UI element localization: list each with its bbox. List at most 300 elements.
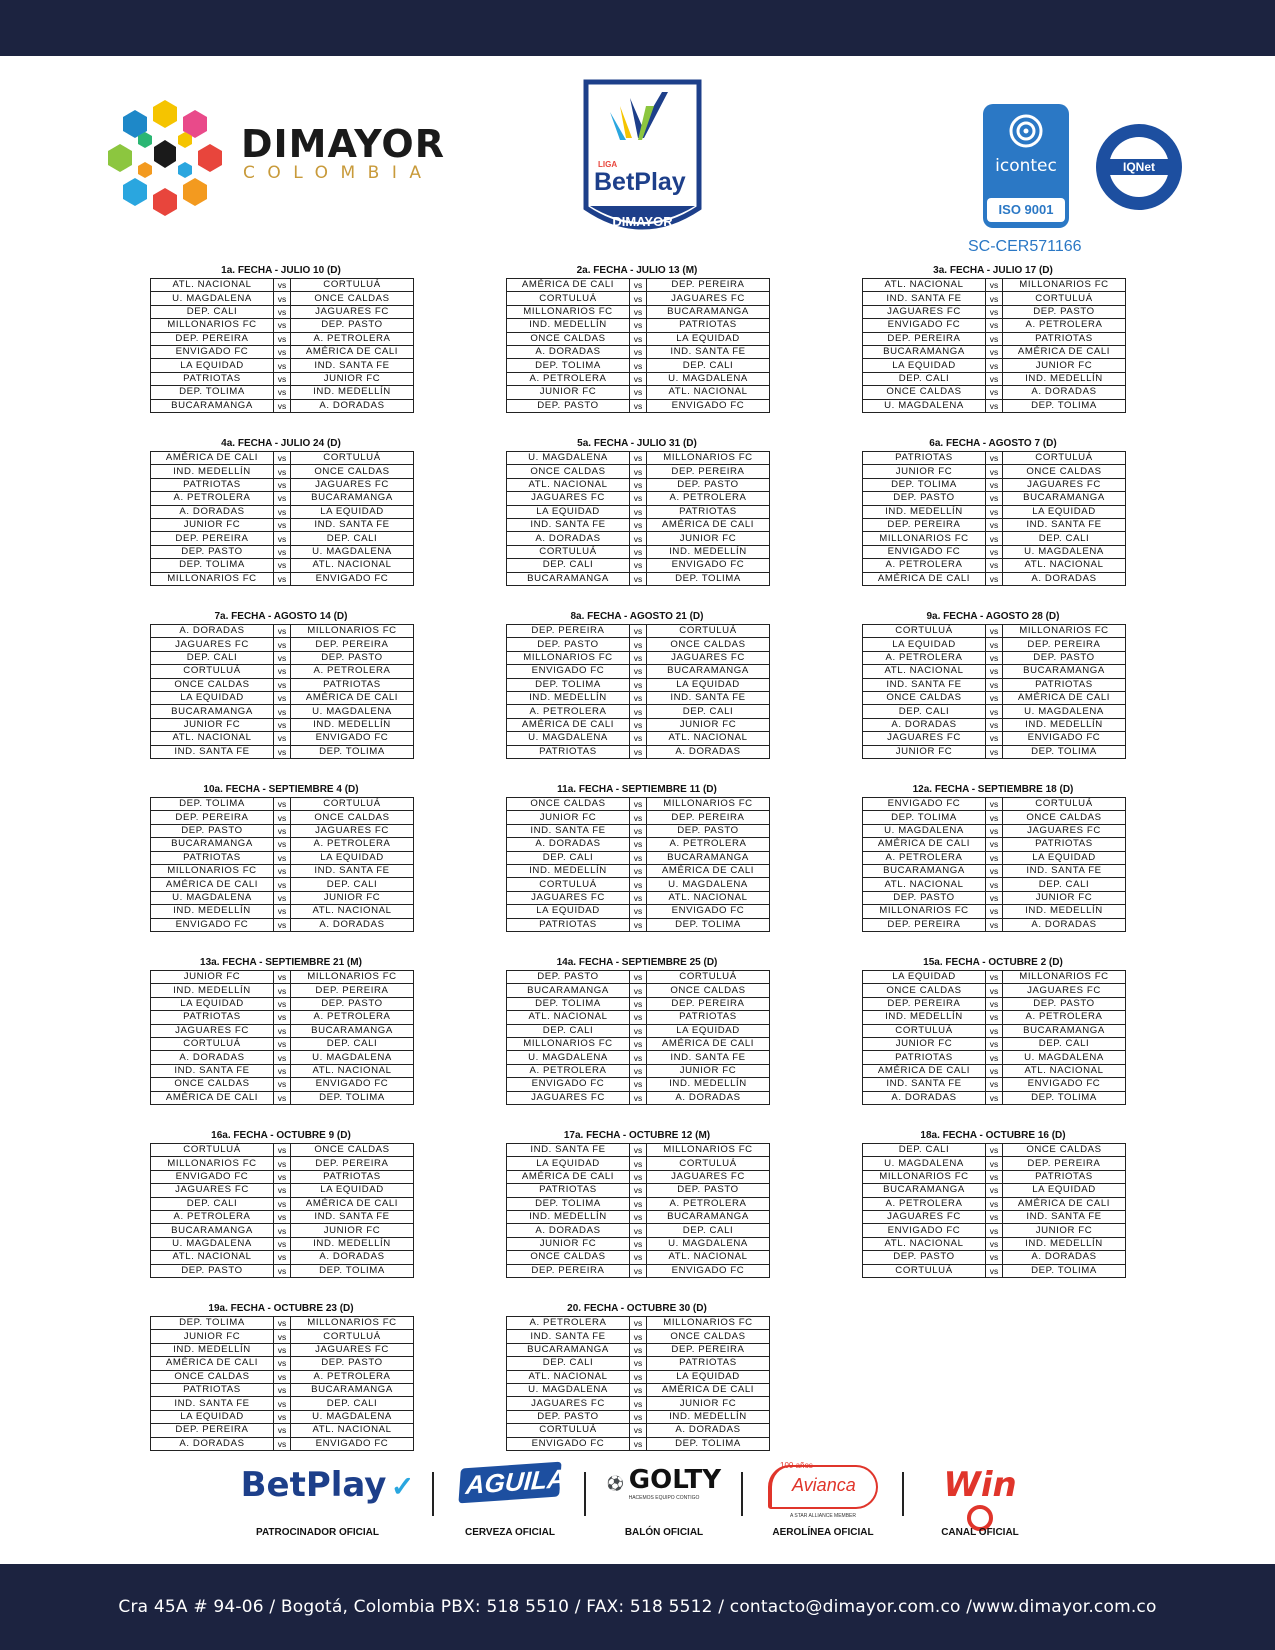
home-team: U. MAGDALENA <box>507 1051 630 1064</box>
away-team: IND. MEDELLÍN <box>291 386 414 399</box>
home-team: IND. MEDELLÍN <box>507 1210 630 1223</box>
match-row <box>863 452 1126 465</box>
match-row <box>151 452 414 465</box>
liga-betplay-logo <box>580 78 705 246</box>
liga-small-label: LIGA <box>598 160 618 169</box>
match-row <box>863 1210 1126 1223</box>
away-team: IND. SANTA FE <box>291 1210 414 1223</box>
away-team: DEP. PASTO <box>1003 305 1126 318</box>
match-row <box>151 1091 414 1104</box>
home-team: AMÉRICA DE CALI <box>507 1170 630 1183</box>
sponsor-win <box>930 1465 1030 1531</box>
match-row <box>863 1264 1126 1277</box>
fixture-table <box>150 797 414 932</box>
match-row <box>507 545 770 558</box>
match-row <box>151 492 414 505</box>
home-team: CORTULUÁ <box>507 1424 630 1437</box>
fixture-table <box>150 1316 414 1451</box>
away-team: ONCE CALDAS <box>647 638 770 651</box>
away-team: DEP. PEREIRA <box>647 465 770 478</box>
match-row <box>151 864 414 877</box>
home-team: ATL. NACIONAL <box>863 665 986 678</box>
match-row <box>863 918 1126 931</box>
vs-label: vs <box>274 292 291 305</box>
away-team: BUCARAMANGA <box>291 492 414 505</box>
away-team: DEP. TOLIMA <box>647 918 770 931</box>
vs-label: vs <box>986 838 1003 851</box>
away-team: BUCARAMANGA <box>647 851 770 864</box>
away-team: DEP. PEREIRA <box>291 1157 414 1170</box>
away-team: AMÉRICA DE CALI <box>1003 1197 1126 1210</box>
match-row <box>507 359 770 372</box>
match-row <box>507 332 770 345</box>
vs-label: vs <box>630 732 647 745</box>
vs-label: vs <box>986 465 1003 478</box>
home-team: IND. MEDELLÍN <box>507 864 630 877</box>
home-team: JAGUARES FC <box>863 732 986 745</box>
match-row <box>507 1078 770 1091</box>
match-row <box>507 399 770 412</box>
match-row <box>507 1170 770 1183</box>
vs-label: vs <box>986 359 1003 372</box>
away-team: U. MAGDALENA <box>647 1237 770 1250</box>
match-row <box>507 572 770 585</box>
fixture-title: 5a. FECHA - JULIO 31 (D) <box>577 438 697 449</box>
vs-label: vs <box>630 1383 647 1396</box>
home-team: JAGUARES FC <box>151 1024 274 1037</box>
match-row <box>507 997 770 1010</box>
vs-label: vs <box>630 305 647 318</box>
away-team: CORTULUÁ <box>1003 798 1126 811</box>
fixture-table <box>862 451 1126 586</box>
match-row <box>151 732 414 745</box>
away-team: ONCE CALDAS <box>291 811 414 824</box>
vs-label: vs <box>986 1264 1003 1277</box>
vs-label: vs <box>274 345 291 358</box>
home-team: ATL. NACIONAL <box>151 279 274 292</box>
home-team: A. DORADAS <box>151 505 274 518</box>
match-row <box>863 997 1126 1010</box>
away-team: DEP. TOLIMA <box>291 1091 414 1104</box>
away-team: DEP. TOLIMA <box>1003 1264 1126 1277</box>
home-team: BUCARAMANGA <box>151 705 274 718</box>
match-row <box>151 665 414 678</box>
away-team: JAGUARES FC <box>291 1343 414 1356</box>
home-team: LA EQUIDAD <box>507 905 630 918</box>
vs-label: vs <box>274 505 291 518</box>
sponsor-avianca <box>768 1461 878 1519</box>
vs-label: vs <box>630 1251 647 1264</box>
vs-label: vs <box>274 1051 291 1064</box>
home-team: JUNIOR FC <box>151 971 274 984</box>
vs-label: vs <box>986 478 1003 491</box>
fixture-title: 18a. FECHA - OCTUBRE 16 (D) <box>920 1130 1066 1141</box>
away-team: MILLONARIOS FC <box>647 798 770 811</box>
home-team: IND. MEDELLÍN <box>507 691 630 704</box>
vs-label: vs <box>630 838 647 851</box>
away-team: A. PETROLERA <box>291 1370 414 1383</box>
match-row <box>507 1343 770 1356</box>
away-team: A. PETROLERA <box>291 332 414 345</box>
vs-label: vs <box>630 638 647 651</box>
away-team: A. DORADAS <box>1003 386 1126 399</box>
match-row <box>507 705 770 718</box>
match-row <box>151 878 414 891</box>
fixture-table <box>506 1316 770 1451</box>
fixture-block <box>862 783 1124 932</box>
vs-label: vs <box>630 572 647 585</box>
vs-label: vs <box>630 559 647 572</box>
match-row <box>151 971 414 984</box>
away-team: LA EQUIDAD <box>1003 1184 1126 1197</box>
vs-label: vs <box>274 1437 291 1450</box>
home-team: DEP. CALI <box>863 1144 986 1157</box>
away-team: DEP. CALI <box>1003 878 1126 891</box>
home-team: JUNIOR FC <box>507 811 630 824</box>
match-row <box>507 1184 770 1197</box>
away-team: IND. MEDELLÍN <box>1003 718 1126 731</box>
vs-label: vs <box>274 811 291 824</box>
away-team: IND. SANTA FE <box>1003 518 1126 531</box>
vs-label: vs <box>986 319 1003 332</box>
away-team: IND. MEDELLÍN <box>291 718 414 731</box>
fixture-block <box>150 437 412 586</box>
vs-label: vs <box>630 452 647 465</box>
away-team: DEP. TOLIMA <box>1003 399 1126 412</box>
away-team: PATRIOTAS <box>647 319 770 332</box>
betplay-logo-text: BetPlay <box>240 1465 387 1505</box>
match-row <box>151 891 414 904</box>
home-team: LA EQUIDAD <box>151 359 274 372</box>
vs-label: vs <box>630 1157 647 1170</box>
away-team: IND. MEDELLÍN <box>1003 1237 1126 1250</box>
vs-label: vs <box>274 1024 291 1037</box>
fixture-table <box>150 624 414 759</box>
home-team: DEP. PASTO <box>507 399 630 412</box>
home-team: DEP. PASTO <box>151 545 274 558</box>
vs-label: vs <box>274 638 291 651</box>
match-row <box>507 1224 770 1237</box>
home-team: DEP. PEREIRA <box>863 997 986 1010</box>
vs-label: vs <box>630 891 647 904</box>
liga-name: BetPlay <box>594 168 686 196</box>
home-team: U. MAGDALENA <box>507 732 630 745</box>
vs-label: vs <box>630 745 647 758</box>
vs-label: vs <box>630 691 647 704</box>
away-team: JUNIOR FC <box>1003 891 1126 904</box>
match-row <box>863 345 1126 358</box>
away-team: U. MAGDALENA <box>1003 545 1126 558</box>
fixture-block <box>506 264 768 413</box>
fixture-title: 11a. FECHA - SEPTIEMBRE 11 (D) <box>557 784 717 795</box>
iqnet-seal-icon <box>1093 121 1185 213</box>
vs-label: vs <box>630 678 647 691</box>
vs-label: vs <box>630 864 647 877</box>
fixture-block <box>150 610 412 759</box>
away-team: JAGUARES FC <box>291 478 414 491</box>
vs-label: vs <box>986 1184 1003 1197</box>
sponsor-divider <box>432 1472 434 1516</box>
match-row <box>863 678 1126 691</box>
vs-label: vs <box>630 332 647 345</box>
away-team: DEP. TOLIMA <box>647 1437 770 1450</box>
home-team: JAGUARES FC <box>151 638 274 651</box>
match-row <box>151 851 414 864</box>
match-row <box>151 332 414 345</box>
match-row <box>151 1224 414 1237</box>
away-team: JUNIOR FC <box>291 1224 414 1237</box>
away-team: AMÉRICA DE CALI <box>647 1383 770 1396</box>
match-row <box>507 971 770 984</box>
home-team: JAGUARES FC <box>507 891 630 904</box>
avianca-logo-text: Avianca <box>792 1475 856 1495</box>
vs-label: vs <box>630 824 647 837</box>
vs-label: vs <box>986 305 1003 318</box>
fixture-title: 10a. FECHA - SEPTIEMBRE 4 (D) <box>203 784 359 795</box>
vs-label: vs <box>986 518 1003 531</box>
fixture-block <box>506 783 768 932</box>
away-team: JUNIOR FC <box>647 1397 770 1410</box>
match-row <box>507 465 770 478</box>
vs-label: vs <box>274 532 291 545</box>
home-team: DEP. CALI <box>151 305 274 318</box>
home-team: AMÉRICA DE CALI <box>863 838 986 851</box>
win-logo-text: Win <box>943 1465 1017 1505</box>
home-team: IND. SANTA FE <box>863 1078 986 1091</box>
vs-label: vs <box>274 971 291 984</box>
match-row <box>863 984 1126 997</box>
away-team: LA EQUIDAD <box>291 1184 414 1197</box>
sponsor-betplay <box>240 1465 415 1505</box>
vs-label: vs <box>630 279 647 292</box>
match-row <box>151 651 414 664</box>
match-row <box>507 305 770 318</box>
match-row <box>863 745 1126 758</box>
match-row <box>151 798 414 811</box>
vs-label: vs <box>986 705 1003 718</box>
match-row <box>863 492 1126 505</box>
vs-label: vs <box>630 625 647 638</box>
home-team: DEP. PEREIRA <box>151 811 274 824</box>
away-team: ONCE CALDAS <box>291 292 414 305</box>
away-team: A. PETROLERA <box>647 1197 770 1210</box>
home-team: DEP. CALI <box>151 651 274 664</box>
fixture-block <box>506 437 768 586</box>
match-row <box>151 1343 414 1356</box>
vs-label: vs <box>986 505 1003 518</box>
match-row <box>151 1078 414 1091</box>
vs-label: vs <box>630 878 647 891</box>
home-team: MILLONARIOS FC <box>151 1157 274 1170</box>
home-team: ENVIGADO FC <box>863 798 986 811</box>
vs-label: vs <box>274 1330 291 1343</box>
home-team: IND. SANTA FE <box>151 1064 274 1077</box>
match-row <box>507 811 770 824</box>
home-team: ENVIGADO FC <box>151 1170 274 1183</box>
home-team: ATL. NACIONAL <box>507 1011 630 1024</box>
away-team: DEP. PASTO <box>647 1184 770 1197</box>
vs-label: vs <box>274 905 291 918</box>
match-row <box>151 1210 414 1223</box>
home-team: AMÉRICA DE CALI <box>151 1091 274 1104</box>
home-team: A. DORADAS <box>151 625 274 638</box>
match-row <box>507 345 770 358</box>
vs-label: vs <box>274 399 291 412</box>
home-team: JAGUARES FC <box>863 1210 986 1223</box>
home-team: IND. SANTA FE <box>507 1330 630 1343</box>
home-team: IND. MEDELLÍN <box>151 984 274 997</box>
match-row <box>507 1037 770 1050</box>
match-row <box>863 691 1126 704</box>
vs-label: vs <box>274 1157 291 1170</box>
vs-label: vs <box>630 905 647 918</box>
home-team: PATRIOTAS <box>151 1383 274 1396</box>
away-team: BUCARAMANGA <box>647 1210 770 1223</box>
sponsor-betplay-caption: PATROCINADOR OFICIAL <box>256 1527 379 1538</box>
home-team: MILLONARIOS FC <box>151 319 274 332</box>
vs-label: vs <box>274 572 291 585</box>
match-row <box>863 838 1126 851</box>
fixture-title: 2a. FECHA - JULIO 13 (M) <box>576 265 698 276</box>
match-row <box>151 1037 414 1050</box>
vs-label: vs <box>986 386 1003 399</box>
home-team: DEP. PEREIRA <box>151 532 274 545</box>
match-row <box>863 465 1126 478</box>
vs-label: vs <box>986 559 1003 572</box>
vs-label: vs <box>630 705 647 718</box>
home-team: A. DORADAS <box>507 532 630 545</box>
home-team: IND. SANTA FE <box>151 1397 274 1410</box>
away-team: JAGUARES FC <box>291 824 414 837</box>
away-team: ENVIGADO FC <box>1003 1078 1126 1091</box>
home-team: LA EQUIDAD <box>863 359 986 372</box>
home-team: CORTULUÁ <box>863 1264 986 1277</box>
home-team: PATRIOTAS <box>151 1011 274 1024</box>
away-team: PATRIOTAS <box>1003 678 1126 691</box>
vs-label: vs <box>630 851 647 864</box>
away-team: JAGUARES FC <box>1003 478 1126 491</box>
fixture-title: 15a. FECHA - OCTUBRE 2 (D) <box>923 957 1063 968</box>
away-team: ENVIGADO FC <box>647 1264 770 1277</box>
home-team: DEP. PEREIRA <box>507 1264 630 1277</box>
home-team: AMÉRICA DE CALI <box>507 279 630 292</box>
vs-label: vs <box>274 1357 291 1370</box>
match-row <box>507 478 770 491</box>
home-team: ATL. NACIONAL <box>507 1370 630 1383</box>
vs-label: vs <box>630 1397 647 1410</box>
vs-label: vs <box>630 372 647 385</box>
vs-label: vs <box>274 665 291 678</box>
away-team: AMÉRICA DE CALI <box>647 1037 770 1050</box>
home-team: CORTULUÁ <box>507 292 630 305</box>
home-team: CORTULUÁ <box>507 545 630 558</box>
away-team: JUNIOR FC <box>647 532 770 545</box>
vs-label: vs <box>630 718 647 731</box>
away-team: AMÉRICA DE CALI <box>1003 691 1126 704</box>
away-team: DEP. PASTO <box>1003 997 1126 1010</box>
away-team: DEP. PASTO <box>647 824 770 837</box>
home-team: CORTULUÁ <box>151 665 274 678</box>
match-row <box>863 279 1126 292</box>
home-team: DEP. PASTO <box>507 1410 630 1423</box>
match-row <box>863 1078 1126 1091</box>
match-row <box>151 918 414 931</box>
vs-label: vs <box>630 918 647 931</box>
away-team: CORTULUÁ <box>1003 452 1126 465</box>
away-team: DEP. CALI <box>291 1037 414 1050</box>
fixture-title: 20. FECHA - OCTUBRE 30 (D) <box>567 1303 707 1314</box>
vs-label: vs <box>274 1144 291 1157</box>
away-team: DEP. PEREIRA <box>647 811 770 824</box>
away-team: A. DORADAS <box>647 1424 770 1437</box>
vs-label: vs <box>986 1237 1003 1250</box>
vs-label: vs <box>274 386 291 399</box>
away-team: ATL. NACIONAL <box>1003 1064 1126 1077</box>
match-row <box>151 1317 414 1330</box>
vs-label: vs <box>274 332 291 345</box>
vs-label: vs <box>986 399 1003 412</box>
away-team: JAGUARES FC <box>1003 984 1126 997</box>
match-row <box>507 372 770 385</box>
away-team: CORTULUÁ <box>291 279 414 292</box>
vs-label: vs <box>274 372 291 385</box>
fixture-title: 4a. FECHA - JULIO 24 (D) <box>221 438 341 449</box>
home-team: A. PETROLERA <box>863 851 986 864</box>
fixture-table <box>150 451 414 586</box>
match-row <box>863 532 1126 545</box>
home-team: DEP. PASTO <box>863 1251 986 1264</box>
away-team: LA EQUIDAD <box>647 1370 770 1383</box>
away-team: DEP. CALI <box>1003 1037 1126 1050</box>
fixture-title: 14a. FECHA - SEPTIEMBRE 25 (D) <box>556 957 718 968</box>
away-team: MILLONARIOS FC <box>647 1317 770 1330</box>
vs-label: vs <box>630 811 647 824</box>
away-team: JUNIOR FC <box>1003 359 1126 372</box>
golty-logo-text: GOLTY <box>628 1465 722 1495</box>
vs-label: vs <box>630 1410 647 1423</box>
vs-label: vs <box>986 572 1003 585</box>
vs-label: vs <box>986 891 1003 904</box>
home-team: ENVIGADO FC <box>507 665 630 678</box>
match-row <box>151 545 414 558</box>
away-team: A. DORADAS <box>1003 572 1126 585</box>
home-team: BUCARAMANGA <box>507 984 630 997</box>
home-team: ONCE CALDAS <box>507 332 630 345</box>
fixture-block <box>150 264 412 413</box>
home-team: DEP. TOLIMA <box>507 678 630 691</box>
match-row <box>151 372 414 385</box>
away-team: IND. SANTA FE <box>647 1051 770 1064</box>
away-team: U. MAGDALENA <box>647 878 770 891</box>
match-row <box>507 851 770 864</box>
away-team: DEP. PEREIRA <box>291 984 414 997</box>
vs-label: vs <box>274 1197 291 1210</box>
match-row <box>151 1237 414 1250</box>
away-team: ATL. NACIONAL <box>291 559 414 572</box>
vs-label: vs <box>630 292 647 305</box>
vs-label: vs <box>630 1237 647 1250</box>
match-row <box>151 824 414 837</box>
home-team: A. PETROLERA <box>863 1197 986 1210</box>
match-row <box>507 532 770 545</box>
home-team: DEP. CALI <box>863 372 986 385</box>
vs-label: vs <box>274 1383 291 1396</box>
vs-label: vs <box>630 984 647 997</box>
sponsor-divider <box>584 1472 586 1516</box>
vs-label: vs <box>274 1224 291 1237</box>
away-team: JAGUARES FC <box>291 305 414 318</box>
fixture-block <box>150 956 412 1105</box>
